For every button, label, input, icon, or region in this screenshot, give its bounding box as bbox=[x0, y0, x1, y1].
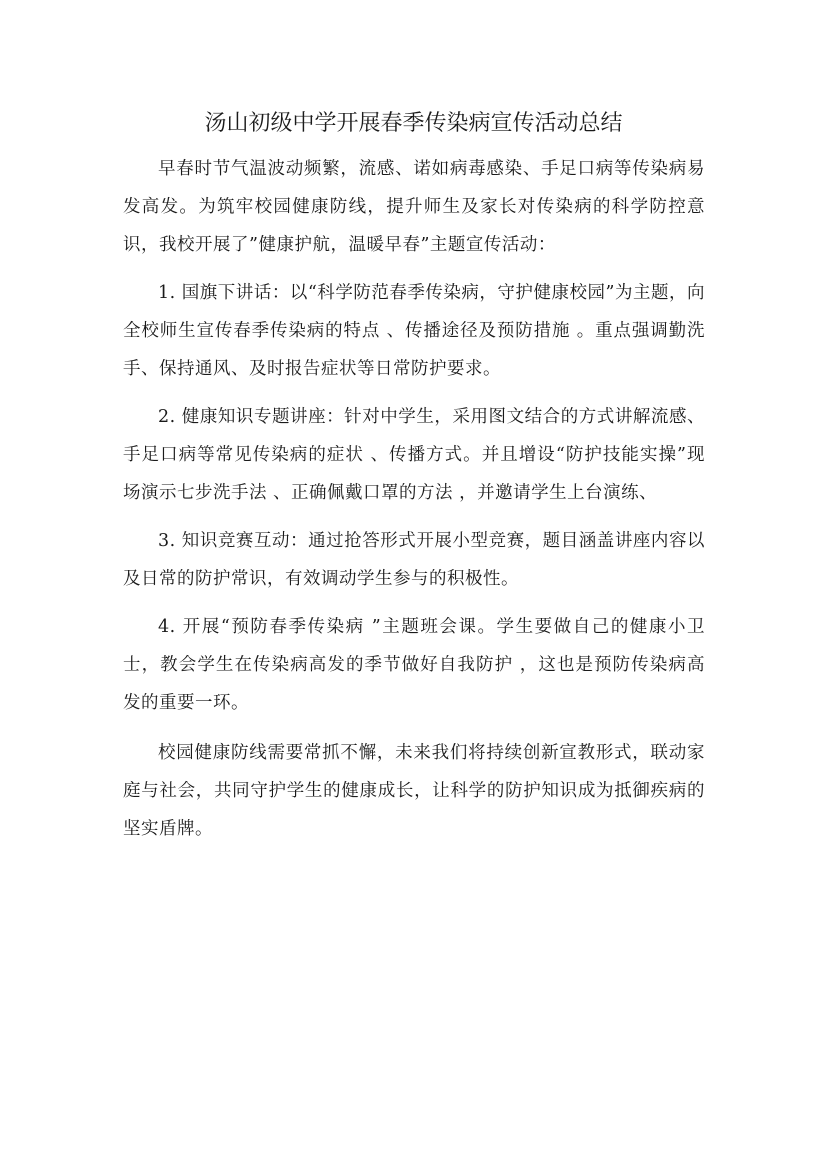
paragraph-conclusion: 校园健康防线需要常抓不懈，未来我们将持续创新宣教形式，联动家庭与社会，共同守护学生的健康成长，让科学的防护知识成为抵御疾病的坚实盾牌。 bbox=[123, 743, 705, 839]
paragraph-item-3: 3. 知识竞赛互动：通过抢答形式开展小型竞赛，题目涵盖讲座内容以及日常的防护常识，有效调动学生参与的积极性。 bbox=[123, 531, 705, 589]
paragraph-item-2: 2. 健康知识专题讲座：针对中学生，采用图文结合的方式讲解流感、手足口病等常见传染病的症状 、传播方式。并且增设“防护技能实操”现场演示七步洗手法 、正确佩戴口罩的方法 ，并邀请学生上台演练、 bbox=[123, 407, 705, 503]
paragraph-item-1: 1. 国旗下讲话：以“科学防范春季传染病，守护健康校园”为主题，向全校师生宣传春季传染病的特点 、传播途径及预防措施 。重点强调勤洗手、保持通风、及时报告症状等日常防护要求。 bbox=[123, 283, 705, 379]
paragraph-intro: 早春时节气温波动频繁，流感、诺如病毒感染、手足口病等传染病易发高发。为筑牢校园健康防线，提升师生及家长对传染病的科学防控意识，我校开展了”健康护航，温暖早春”主题宣传活动： bbox=[123, 159, 705, 255]
paragraph-item-4: 4. 开展“预防春季传染病 ”主题班会课。学生要做自己的健康小卫士，教会学生在传染病高发的季节做好自我防护 ，这也是预防传染病高发的重要一环。 bbox=[123, 617, 705, 713]
document-body bbox=[123, 150, 705, 848]
document-title: 汤山初级中学开展春季传染病宣传活动总结 bbox=[204, 111, 623, 136]
